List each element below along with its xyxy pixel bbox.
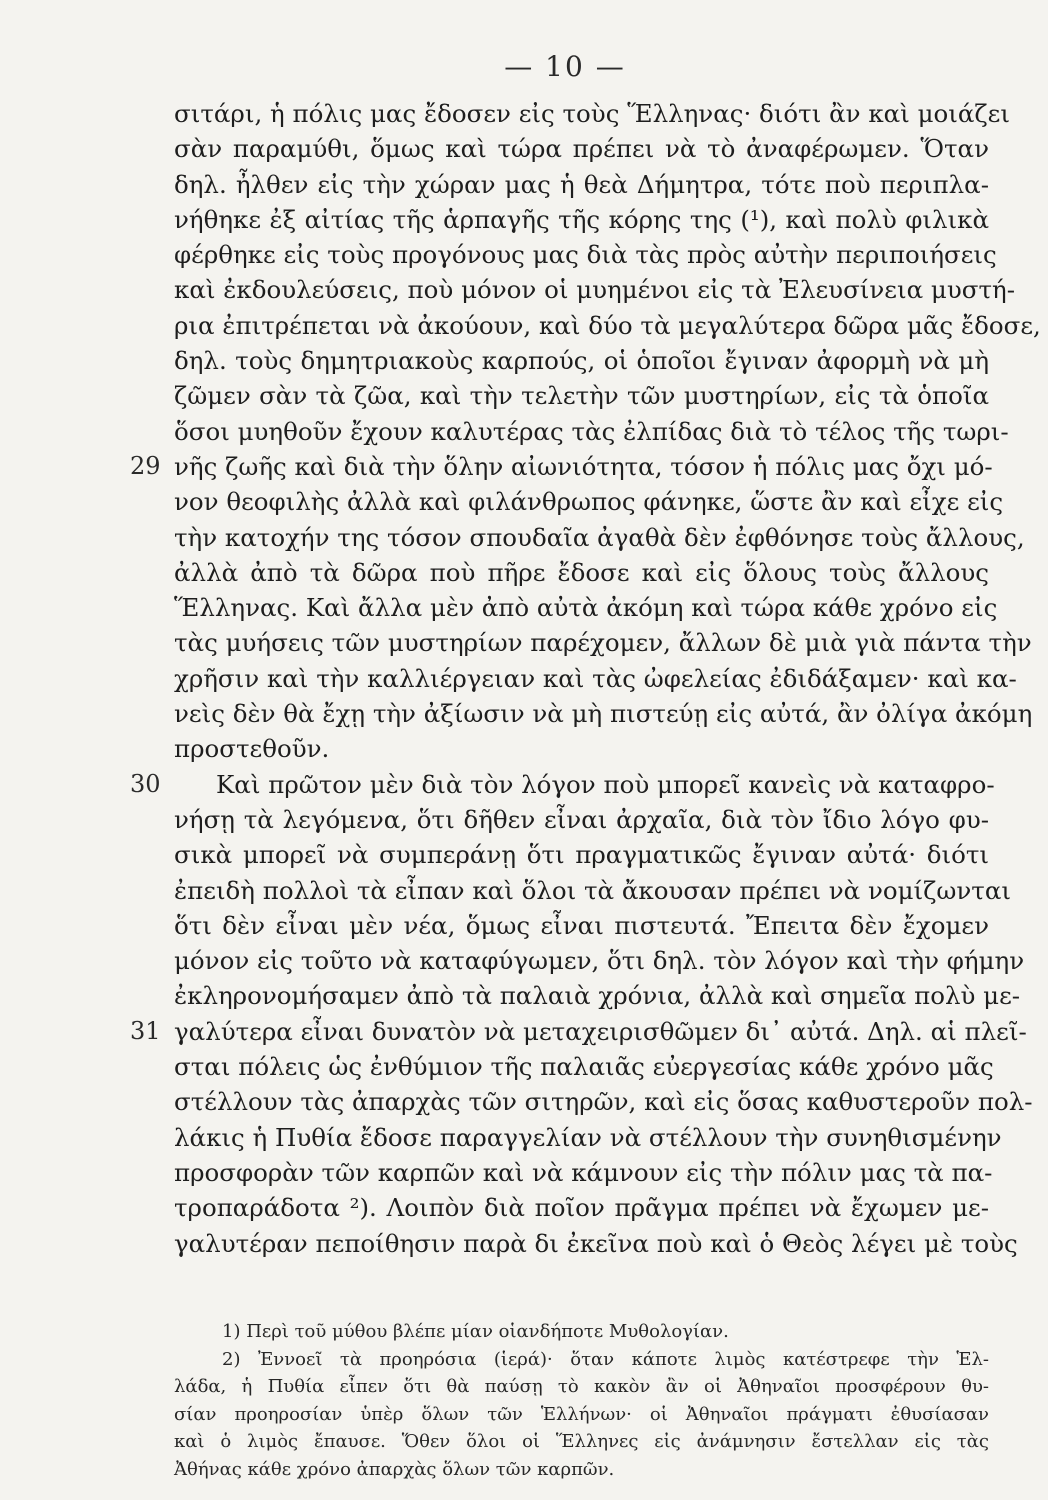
text-line [174, 343, 989, 378]
text-line [174, 908, 989, 943]
text-line [174, 661, 1017, 696]
section-number: 31 [130, 1016, 161, 1045]
text-line-content: ἀλλὰ ἀπὸ τὰ δῶρα ποὺ πῆρε ἔδοσε καὶ εἰς ὅλους τοὺς ἄλλους [174, 557, 989, 587]
text-line [174, 590, 998, 625]
text-line-content: στέλλουν τὰς ἀπαρχὰς τῶν σιτηρῶν, καὶ εἰς ὅσας καθυστεροῦν πολ- [174, 1087, 1033, 1117]
main-text [130, 96, 1041, 1261]
text-line-content: ἐπειδὴ πολλοὶ τὰ εἶπαν καὶ ὅλοι τὰ ἄκουσαν πρέπει νὰ νομίζωνται [174, 875, 1011, 905]
text-line-content: νήσῃ τὰ λεγόμενα, ὅτι δῆθεν εἶναι ἀρχαῖα, διὰ τὸν ἴδιο λόγο φυ- [174, 804, 989, 834]
page-number: — 10 — [504, 50, 626, 83]
text-line-content: χρῆσιν καὶ τὴν καλλιέργειαν καὶ τὰς ὠφελείας ἐδιδάξαμεν· καὶ κα- [174, 663, 1017, 693]
footnote-line: σίαν προηροσίαν ὑπὲρ ὅλων τῶν Ἑλλήνων· οἱ Ἀθηναῖοι πράγματι ἐθυσίασαν [174, 1403, 989, 1425]
text-line [174, 1120, 1002, 1155]
text-line-content: Καὶ πρῶτον μὲν διὰ τὸν λόγον ποὺ μπορεῖ κανεὶς νὰ καταφρο- [216, 769, 995, 799]
text-line [174, 1155, 993, 1190]
text-line-content: νήθηκε ἐξ αἰτίας τῆς ἁρπαγῆς τῆς κόρης της (¹), καὶ πολὺ φιλικὰ [174, 204, 989, 234]
text-line-content: δηλ. τοὺς δημητριακοὺς καρπούς, οἱ ὁποῖοι ἔγιναν ἀφορμὴ νὰ μὴ [174, 346, 989, 376]
text-line-content: σται πόλεις ὡς ἐνθύμιον τῆς παλαιᾶς εὐεργεσίας κάθε χρόνο μᾶς [174, 1052, 994, 1082]
text-line [174, 1084, 1033, 1119]
text-line-content: δηλ. ἦλθεν εἰς τὴν χώραν μας ἡ θεὰ Δήμητρα, τότε ποὺ περιπλα- [174, 169, 989, 199]
text-line [174, 414, 1009, 449]
text-line [174, 731, 989, 766]
text-line [174, 696, 1033, 731]
text-line [174, 237, 997, 272]
text-line-content: φέρθηκε εἰς τοὺς προγόνους μας διὰ τὰς πρὸς αὐτὴν περιποιήσεις [174, 240, 997, 270]
text-line [174, 978, 1021, 1013]
text-line [130, 767, 995, 802]
text-line [174, 484, 1004, 519]
text-line-content: ἐκληρονομήσαμεν ἀπὸ τὰ παλαιὰ χρόνια, ἀλλὰ καὶ σημεῖα πολὺ με- [174, 981, 1021, 1011]
text-line [174, 167, 989, 202]
text-line [174, 873, 1011, 908]
text-line-content: τροπαράδοτα ²). Λοιπὸν διὰ ποῖον πρᾶγμα πρέπει νὰ ἔχωμεν με- [174, 1193, 989, 1223]
text-line [174, 625, 1032, 660]
text-line [174, 96, 1010, 131]
text-line [174, 555, 989, 590]
text-line-content: νῆς ζωῆς καὶ διὰ τὴν ὅλην αἰωνιότητα, τόσον ἡ πόλις μας ὄχι μό- [174, 451, 993, 481]
text-line [130, 1014, 1027, 1049]
text-line-content: λάκις ἡ Πυθία ἔδοσε παραγγελίαν νὰ στέλλουν τὴν συνηθισμένην [174, 1122, 1002, 1152]
footnote-line: 2) Ἐννοεῖ τὰ προηρόσια (ἱερά)· ὅταν κάποτε λιμὸς κατέστρεφε τὴν Ἑλ- [222, 1348, 989, 1370]
text-line [174, 272, 1015, 307]
text-line [174, 1190, 989, 1225]
text-line [174, 520, 1025, 555]
text-line-content: Ἕλληνας. Καὶ ἄλλα μὲν ἀπὸ αὐτὰ ἀκόμη καὶ τώρα κάθε χρόνο εἰς [174, 593, 998, 623]
text-line-content: σικὰ μπορεῖ νὰ συμπεράνῃ ὅτι πραγματικῶς ἔγιναν αὐτά· διότι [174, 840, 989, 870]
text-line [174, 943, 1025, 978]
text-line [174, 802, 989, 837]
text-line-content: προστεθοῦν. [174, 734, 330, 764]
text-line [130, 449, 993, 484]
text-line [174, 1049, 994, 1084]
text-line-content: προσφορὰν τῶν καρπῶν καὶ νὰ κάμνουν εἰς τὴν πόλιν μας τὰ πα- [174, 1157, 993, 1187]
text-line-content: γαλύτερα εἶναι δυνατὸν νὰ μεταχειρισθῶμεν δι᾽ αὐτά. Δηλ. αἱ πλεῖ- [174, 1016, 1027, 1046]
text-line [174, 837, 989, 872]
text-line-content: καὶ ἐκδουλεύσεις, ποὺ μόνον οἱ μυημένοι εἰς τὰ Ἐλευσίνεια μυστή- [174, 275, 1015, 305]
text-line-content: τὰς μυήσεις τῶν μυστηρίων παρέχομεν, ἄλλων δὲ μιὰ γιὰ πάντα τὴν [174, 628, 1032, 658]
text-line-content: μόνον εἰς τοῦτο νὰ καταφύγωμεν, ὅτι δηλ. τὸν λόγον καὶ τὴν φήμην [174, 946, 1025, 976]
footnote-line: λάδα, ἡ Πυθία εἶπεν ὅτι θὰ παύσῃ τὸ κακὸν ἂν οἱ Ἀθηναῖοι προσφέρουν θυ- [174, 1376, 989, 1398]
section-number: 30 [130, 769, 161, 798]
text-line [174, 308, 1041, 343]
text-line-content: ὅσοι μυηθοῦν ἔχουν καλυτέρας τὰς ἐλπίδας διὰ τὸ τέλος τῆς τωρι- [174, 416, 1009, 446]
footnote-line: Ἀθήνας κάθε χρόνο ἀπαρχὰς ὅλων τῶν καρπῶν. [174, 1458, 615, 1480]
text-line-content: σὰν παραμύθι, ὅμως καὶ τώρα πρέπει νὰ τὸ ἀναφέρωμεν. Ὅταν [174, 134, 989, 164]
text-line [174, 1226, 1018, 1261]
footnotes [174, 1318, 989, 1484]
text-line-content: ὅτι δὲν εἶναι μὲν νέα, ὅμως εἶναι πιστευτά. Ἔπειτα δὲν ἔχομεν [174, 910, 989, 940]
text-line-content: γαλυτέραν πεποίθησιν παρὰ δι ἐκεῖνα ποὺ καὶ ὁ Θεὸς λέγει μὲ τοὺς [174, 1228, 1018, 1258]
text-line-content: σιτάρι, ἡ πόλις μας ἔδοσεν εἰς τοὺς Ἕλληνας· διότι ἂν καὶ μοιάζει [174, 99, 1010, 128]
text-line-content: ρια ἐπιτρέπεται νὰ ἀκούουν, καὶ δύο τὰ μεγαλύτερα δῶρα μᾶς ἔδοσε, [174, 310, 1041, 340]
text-line [174, 131, 989, 166]
text-line-content: νον θεοφιλὴς ἀλλὰ καὶ φιλάνθρωπος φάνηκε, ὥστε ἂν καὶ εἶχε εἰς [174, 487, 1004, 517]
text-line-content: τὴν κατοχήν της τόσον σπουδαῖα ἀγαθὰ δὲν ἐφθόνησε τοὺς ἄλλους, [174, 522, 1025, 552]
footnote-line: 1) Περὶ τοῦ μύθου βλέπε μίαν οἱανδήποτε Μυθολογίαν. [222, 1321, 729, 1342]
footnote-line: καὶ ὁ λιμὸς ἔπαυσε. Ὅθεν ὅλοι οἱ Ἕλληνες εἰς ἀνάμνησιν ἔστελλαν εἰς τὰς [174, 1431, 989, 1453]
section-number: 29 [130, 451, 161, 480]
text-line-content: νεὶς δὲν θὰ ἔχῃ τὴν ἀξίωσιν νὰ μὴ πιστεύῃ εἰς αὐτά, ἂν ὀλίγα ἀκόμη [174, 699, 1033, 729]
text-line [174, 202, 989, 237]
text-line [174, 378, 989, 413]
text-line-content: ζῶμεν σὰν τὰ ζῶα, καὶ τὴν τελετὴν τῶν μυστηρίων, εἰς τὰ ὁποῖα [174, 381, 989, 411]
